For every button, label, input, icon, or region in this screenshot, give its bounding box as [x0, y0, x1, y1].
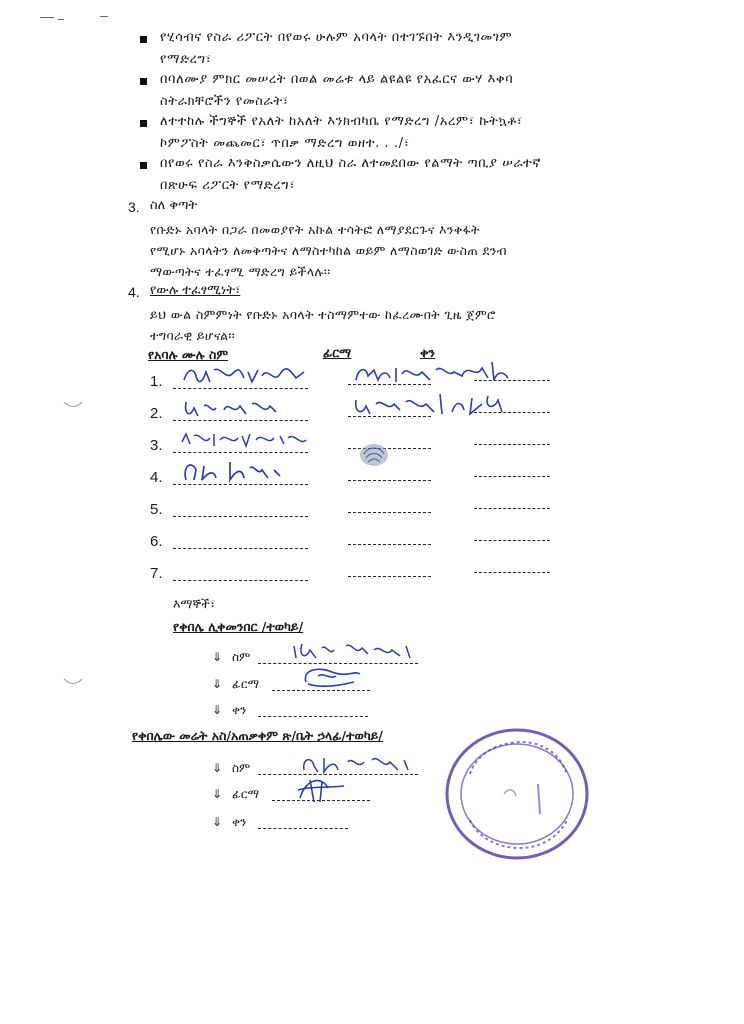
arrow-bullet-icon: ⇓ — [212, 787, 223, 801]
field-label: ፊርማ — [232, 787, 260, 801]
arrow-bullet-icon: ⇓ — [212, 703, 223, 717]
margin-mark — [62, 672, 84, 691]
header-date: ቀን — [420, 345, 435, 360]
date-line — [474, 444, 550, 445]
date-line — [474, 572, 550, 573]
scan-speck — [58, 19, 64, 20]
signature-line — [348, 512, 431, 513]
signature-line — [348, 544, 431, 545]
paragraph-line: ተግባራዊ ይሆናል፡፡ — [150, 328, 236, 343]
field-label: ቀን — [232, 815, 247, 829]
field-label: ስም — [232, 761, 251, 775]
thumbprint-icon — [356, 440, 392, 474]
date-line — [474, 508, 550, 509]
official-stamp-icon — [442, 724, 592, 868]
handwritten-name-2 — [182, 394, 282, 426]
kebele-chair-title: የቀበሌ ሊቀመንበር /ተወካይ/ — [173, 619, 304, 634]
witnesses-heading: እማኞች፣ — [173, 596, 216, 611]
section-title: የውሉ ተፈፃሚነት፣ — [150, 283, 241, 298]
arrow-bullet-icon: ⇓ — [212, 815, 223, 829]
bullet-line: በባለሙያ ምክር መሠረት በወል መሬቱ ላይ ልዩልዩ የአፈርና ውሃ እቀባ — [160, 72, 514, 87]
handwritten-name-1 — [180, 362, 310, 392]
row-number: 5. — [150, 501, 163, 518]
bullet-line: ለተተከሉ ችግኞች የአለት ከአለት እንክብካቤ የማድረግ /አረም፣ ኩትኳቶ፣ — [160, 114, 523, 129]
name-line — [173, 580, 308, 581]
row-number: 1. — [150, 373, 163, 390]
bullet-icon — [140, 78, 147, 85]
row-number: 2. — [150, 405, 163, 422]
row-number: 3. — [150, 437, 163, 454]
bullet-line: ስትራክቸሮችን የመስራት፣ — [160, 94, 289, 109]
bullet-line: በየወሩ የስራ እንቅስቃሴውን ለዚህ ስራ ለተመደበው የልማት ጣቢያ ሠራተኛ — [160, 156, 542, 171]
paragraph-line: ይህ ውል ስምምነት የቡድኑ አባላት ተስማምተው ከፈረሙበት ጊዜ ጀምሮ — [150, 307, 496, 322]
handwritten-name-3 — [180, 428, 310, 454]
bullet-icon — [140, 120, 147, 127]
name-line — [173, 548, 308, 549]
header-signature: ፊርማ — [323, 345, 352, 360]
scan-speck — [40, 17, 54, 18]
row-number: 7. — [150, 565, 163, 582]
land-office-title: የቀበሌው መሬት አስ/አጠቃቀም ጽ/ቤት ኃላፊ/ተወካይ/ — [132, 728, 383, 743]
handwritten-officer-signature — [292, 772, 352, 810]
arrow-bullet-icon: ⇓ — [212, 677, 223, 691]
handwritten-signature-1 — [352, 358, 522, 392]
row-number: 4. — [150, 469, 163, 486]
bullet-line: የሂሳብና የስራ ሪፖርት በየወሩ ሁሉም አባላት በተገኙበት እንዲገመገም — [160, 30, 513, 45]
handwritten-chair-signature — [298, 664, 368, 696]
margin-mark — [62, 395, 84, 414]
bullet-icon — [140, 36, 147, 43]
date-line — [474, 476, 550, 477]
section-number: 4. — [128, 284, 140, 300]
signature-line — [348, 480, 431, 481]
paragraph-line: ማውጣትና ተፈፃሚ ማድረግ ይችላሉ፡፡ — [150, 264, 331, 279]
date-line — [258, 828, 348, 829]
section-title: ስለ ቅጣት — [150, 198, 198, 213]
bullet-line: የማድረግ፣ — [160, 52, 212, 67]
field-label: ቀን — [232, 703, 247, 717]
field-label: ስም — [232, 650, 251, 664]
arrow-bullet-icon: ⇓ — [212, 761, 223, 775]
bullet-line: በጽሁፍ ሪፖርት የማድረግ፣ — [160, 178, 296, 193]
date-line — [258, 716, 368, 717]
date-line — [474, 540, 550, 541]
bullet-icon — [140, 162, 147, 169]
handwritten-name-4 — [180, 456, 290, 490]
scan-speck — [100, 16, 108, 17]
signature-line — [348, 576, 431, 577]
section-number: 3. — [128, 199, 140, 215]
row-number: 6. — [150, 533, 163, 550]
field-label: ፊርማ — [232, 677, 260, 691]
name-line — [173, 516, 308, 517]
handwritten-signature-2 — [352, 390, 522, 426]
paragraph-line: የሚሆኑ አባላትን ለመቅጣትና ለማስተካከል ወይም ለማስወገድ ውስጠ ደንብ — [150, 243, 507, 258]
arrow-bullet-icon: ⇓ — [212, 650, 223, 664]
header-member-name: የአባሉ ሙሉ ስም — [148, 347, 228, 362]
bullet-line: ኮምፖስት መጨመር፣ ጥበቃ ማድረግ ወዘተ. . ./፣ — [160, 136, 410, 151]
paragraph-line: የቡድኑ አባላት በጋራ በመወያየት አኩል ተሳትፎ ለማያደርጉና እንቅፋት — [150, 222, 480, 237]
